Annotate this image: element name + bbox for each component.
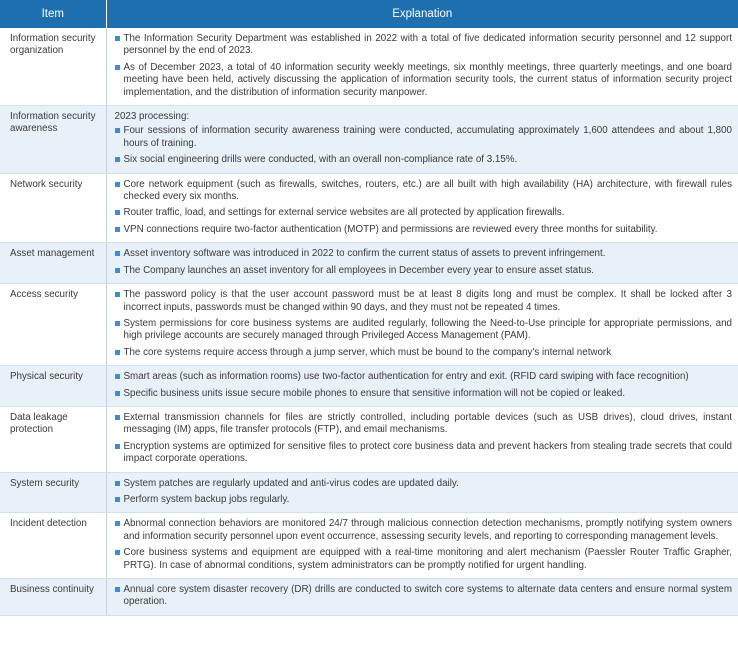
bullet-item [115,224,733,236]
square-bullet-icon [115,182,120,187]
bullet-text: Six social engineering drills were conducted, with an overall non-compliance rate of 3.15%. [123,154,518,166]
table-row [0,28,738,106]
table-row [0,406,738,472]
bullet-text: The password policy is that the user account password must be at least 8 digits long and must be complex. It shall be locked after 3 incorrect inputs, passwords must be changed within 90 days, and they must not be repeated 4 times. [123,289,732,313]
square-bullet-icon [115,587,120,592]
bullet-text: VPN connections require two-factor authentication (MOTP) and permissions are reviewed every three months for suitability. [123,223,658,235]
row-explanation [106,106,738,174]
bullet-text: As of December 2023, a total of 40 information security weekly meetings, six monthly meetings, three quarterly meetings, and one board meeting have been held, actively discussing the application of information security tools, the current status of information security project implementation, and the distribution of information security manpower. [123,61,732,98]
table-row [0,106,738,174]
bullet-item [115,371,733,383]
bullet-item [115,494,733,506]
square-bullet-icon [115,65,120,70]
bullet-text: Core business systems and equipment are equipped with a real-time monitoring and alert mechanism (Paessler Router Traffic Grapher, PRTG). In case of abnormal conditions, system administrators can be promptly notified for urgent handling. [123,547,732,571]
square-bullet-icon [115,210,120,215]
bullet-item [115,547,733,572]
square-bullet-icon [115,227,120,232]
bullet-item [115,318,733,343]
table-row [0,579,738,616]
row-explanation [106,284,738,366]
bullet-item [115,518,733,543]
bullet-item [115,478,733,490]
square-bullet-icon [115,391,120,396]
row-explanation [106,243,738,284]
bullet-text: External transmission channels for files are strictly controlled, including portable devices (such as USB drives), cloud drives, instant messaging (IM) apps, file transfer protocols (FTP), and email mechanisms. [123,411,732,436]
square-bullet-icon [115,497,120,502]
bullet-text: System permissions for core business systems are audited regularly, following the Need-to-Use principle for appropriate permissions, and high privilege accounts are securely managed through Privileged Access Management (PAM). [123,317,732,342]
row-explanation [106,472,738,513]
bullet-item [115,62,733,99]
bullet-item [115,347,733,359]
row-item-label: System security [0,472,106,513]
bullet-item [115,441,733,466]
square-bullet-icon [115,36,120,41]
item-column-header: Item [0,0,106,28]
bullet-text: System patches are regularly updated and anti-virus codes are updated daily. [123,477,459,489]
row-item-label: Data leakage protection [0,406,106,472]
table-row [0,173,738,243]
square-bullet-icon [115,157,120,162]
square-bullet-icon [115,350,120,355]
explanation-column-header: Explanation [106,0,738,28]
bullet-item [115,125,733,150]
square-bullet-icon [115,374,120,379]
table-header-row [0,0,738,28]
square-bullet-icon [115,292,120,297]
bullet-text: Perform system backup jobs regularly. [123,493,290,505]
row-item-label: Information security awareness [0,106,106,174]
table-row [0,284,738,366]
row-item-label: Asset management [0,243,106,284]
bullet-item [115,179,733,204]
bullet-text: Core network equipment (such as firewalls, switches, routers, etc.) are all built with high availability (HA) architecture, with firewall rules checked every six months. [123,178,732,203]
bullet-item [115,33,733,58]
square-bullet-icon [115,444,120,449]
bullet-text: Four sessions of information security awareness training were conducted, accumulating approximately 1,600 attendees and about 1,800 hours of training. [123,125,732,149]
row-item-label: Incident detection [0,513,106,579]
bullet-text: The Company launches an asset inventory for all employees in December every year to ensure asset status. [123,264,594,276]
table-row [0,243,738,284]
table-row [0,472,738,513]
bullet-text: Specific business units issue secure mobile phones to ensure that sensitive information will not be copied or leaked. [123,387,626,399]
row-explanation [106,579,738,616]
bullet-item [115,289,733,314]
row-item-label: Network security [0,173,106,243]
row-explanation [106,513,738,579]
bullet-item [115,265,733,277]
bullet-text: The core systems require access through a jump server, which must be bound to the company's internal network [123,346,612,358]
bullet-text: The Information Security Department was established in 2022 with a total of five dedicated information security personnel and 12 support personnel by the end of 2023. [123,33,732,57]
row-explanation [106,366,738,407]
bullet-item [115,207,733,219]
bullet-item [115,248,733,260]
square-bullet-icon [115,521,120,526]
bullet-item [115,388,733,400]
bullet-item [115,584,733,609]
table-row [0,513,738,579]
square-bullet-icon [115,550,120,555]
row-item-label: Business continuity [0,579,106,616]
row-item-label: Access security [0,284,106,366]
square-bullet-icon [115,415,120,420]
bullet-item [115,412,733,437]
square-bullet-icon [115,321,120,326]
bullet-text: Smart areas (such as information rooms) use two-factor authentication for entry and exit. (RFID card swiping with face recognition) [123,371,689,383]
bullet-text: Abnormal connection behaviors are monitored 24/7 through malicious connection detection mechanisms, promptly notifying system owners and information security personnel upon event occurrence, assessing security levels, and reporting to corresponding management levels. [123,518,732,542]
table-row [0,366,738,407]
row-item-label: Physical security [0,366,106,407]
square-bullet-icon [115,481,120,486]
bullet-text: Annual core system disaster recovery (DR) drills are conducted to switch core systems to alternate data centers and ensure normal system operation. [123,584,732,608]
row-explanation [106,406,738,472]
row-explanation [106,173,738,243]
bullet-item [115,154,733,166]
bullet-text: Encryption systems are optimized for sensitive files to protect core business data and prevent hackers from stealing trade secrets that could impact corporate operations. [123,440,732,465]
row-explanation [106,28,738,106]
explanation-intro: 2023 processing: [114,111,190,123]
bullet-text: Router traffic, load, and settings for external service websites are all protected by application firewalls. [123,207,565,219]
square-bullet-icon [115,128,120,133]
row-item-label: Information security organization [0,28,106,106]
square-bullet-icon [115,268,120,273]
square-bullet-icon [115,251,120,256]
bullet-text: Asset inventory software was introduced in 2022 to confirm the current status of assets to prevent infringement. [123,248,606,260]
